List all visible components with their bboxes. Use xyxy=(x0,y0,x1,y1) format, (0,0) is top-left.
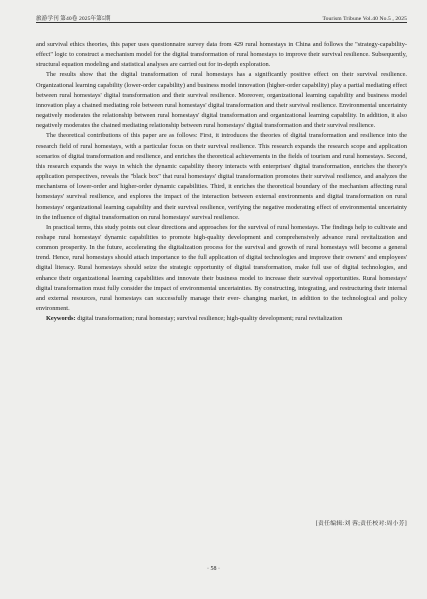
paragraph-contributions: The theoretical contributions of this paper are as follows: First, it introduces the theories of digital transformation and resilience into the research field of rural homestays, with a particular focus on their survival resilience. This research expands the research scope and application scenarios of digital transformation and resilience, and enriches the theoretical achievements in the fields of tourism and rural homestays. Second, this research expands the ways in which the dynamic capability theory interacts with enterprises' digital transformation, enriches the theory's application perspectives, reveals the "black box" that rural homestays' digital transformation promotes their survival resilience, and analyzes the mechanisms of lower-order and higher-order dynamic capabilities. Third, it enriches the theoretical boundary of the mechanism affecting rural homestays' survival resilience, and explores the impact of the interaction between external environments and digital transformation on rural homestays' organizational learning capability and their survival resilience, verifying the negative moderating effect of environmental uncertainty in the influence of digital transformation on rural homestays' survival resilience. xyxy=(36,132,407,221)
abstract-body xyxy=(36,40,407,324)
page-number: · 58 · xyxy=(207,566,220,572)
keywords-text: digital transformation; rural homestay; survival resilience; high-quality development; rural revitalization xyxy=(75,315,343,323)
keywords-label: Keywords: xyxy=(46,315,76,323)
keywords-line xyxy=(36,314,407,324)
journal-title-cn: 旅游学刊 第40卷 2025年第5期 xyxy=(36,16,111,22)
running-header xyxy=(36,10,407,22)
paragraph-results: The results show that the digital transformation of rural homestays has a significantly positive effect on their survival resilience. Organizational learning capability (lower-order capability) and business model innovation (higher-order capability) play a partial mediating effect between rural homestays' digital transformation and their survival resilience. Moreover, organizational learning capability and business model innovation play a chained mediating role between rural homestays' digital transformation and their survival resilience. Environmental uncertainty negatively moderates the relationship between rural homestays' digital transformation and organizational learning capability. In addition, it also negatively moderates the chained mediating relationship between rural homestays' digital transformation and their survival resilience. xyxy=(36,71,407,130)
editor-note: [责任编辑:刘 蓉;责任校对:周小芳] xyxy=(315,521,407,527)
paragraph-intro: and survival ethics theories, this paper uses questionnaire survey data from 429 rural homestays in China and follows the "strategy-capability-effect" logic to construct a mechanism model for the digital transformation of rural homestays to improve their survival resilience. Subsequently, structural equation modeling and statistical analyses are carried out for in-depth exploration. xyxy=(36,41,407,69)
paragraph-practical: In practical terms, this study points out clear directions and approaches for the survival of rural homestays. The findings help to cultivate and reshape rural homestays' dynamic capabilities to promote high-quality development and comprehensively advance rural revitalization and common prosperity. In the future, accelerating the digitalization process for the survival and growth of rural homestays will become a general trend. Hence, rural homestays should attach importance to the full application of digital technologies and improve their owners' and employees' digital literacy. Rural homestays should seize the strategic opportunity of digital transformation, make full use of digital technologies, and enhance their organizational learning capabilities and innovate their business model to increase their survival opportunities. Rural homestays' digital transformation must fully consider the impact of environmental uncertainties. By constructing, integrating, and restructuring their internal and external resources, rural homestays can successfully manage their ever- changing market, in addition to the technological and policy environment. xyxy=(36,223,407,313)
journal-title-en: Tourism Tribune Vol.40 No.5 , 2025 xyxy=(322,16,407,22)
header-divider xyxy=(36,22,407,23)
